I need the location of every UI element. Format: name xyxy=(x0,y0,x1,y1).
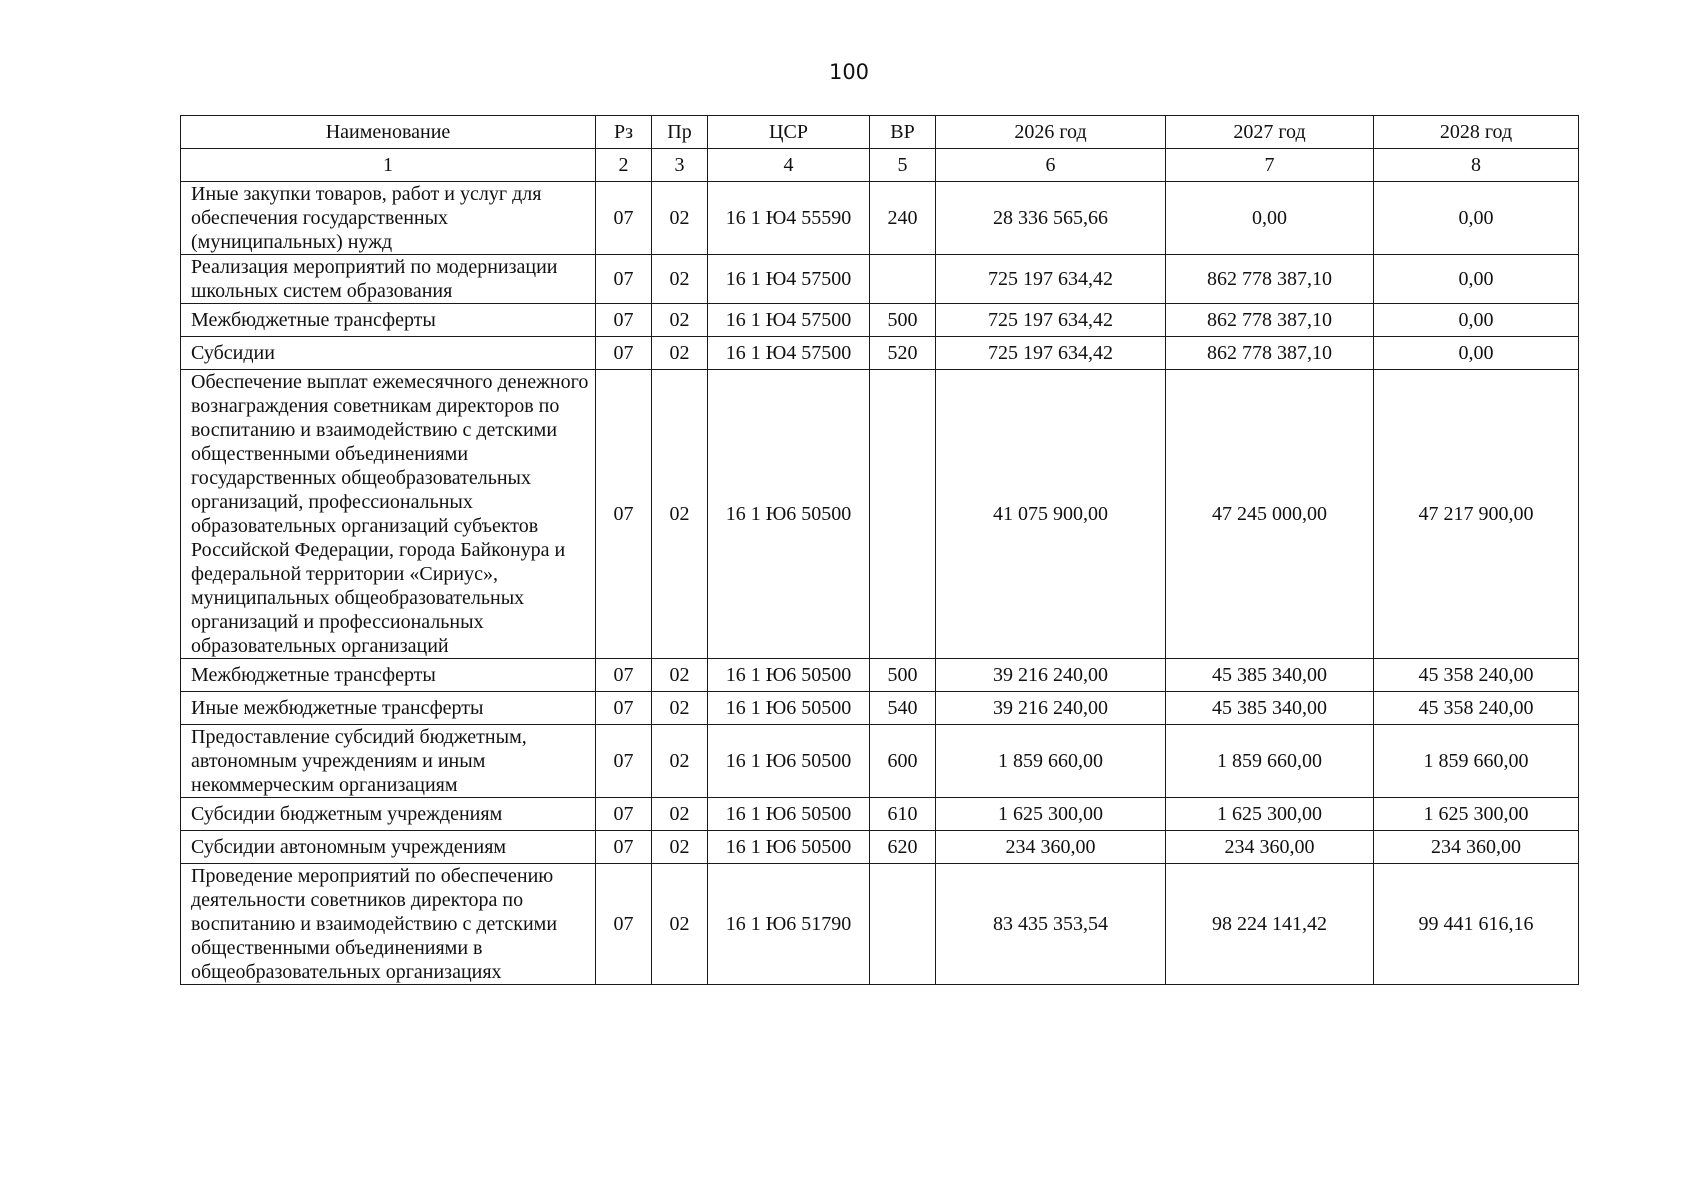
column-number: 5 xyxy=(870,149,936,182)
row-name-cell: Субсидии xyxy=(181,337,596,370)
header-pr: Пр xyxy=(652,116,708,149)
row-pr-cell: 02 xyxy=(652,659,708,692)
row-vr-cell xyxy=(870,864,936,985)
row-rz-cell: 07 xyxy=(596,337,652,370)
row-2026-cell: 234 360,00 xyxy=(936,831,1166,864)
column-number: 8 xyxy=(1374,149,1579,182)
row-2028-cell: 1 859 660,00 xyxy=(1374,725,1579,798)
row-2028-cell: 45 358 240,00 xyxy=(1374,692,1579,725)
header-csr: ЦСР xyxy=(708,116,870,149)
row-vr-cell: 600 xyxy=(870,725,936,798)
row-pr-cell: 02 xyxy=(652,798,708,831)
row-pr-cell: 02 xyxy=(652,304,708,337)
table-row xyxy=(181,725,1579,798)
row-2028-cell: 99 441 616,16 xyxy=(1374,864,1579,985)
table-row xyxy=(181,659,1579,692)
table-row xyxy=(181,692,1579,725)
column-number-row xyxy=(181,149,1579,182)
row-vr-cell: 500 xyxy=(870,304,936,337)
row-rz-cell: 07 xyxy=(596,659,652,692)
row-csr-cell: 16 1 Ю6 50500 xyxy=(708,370,870,659)
column-number: 3 xyxy=(652,149,708,182)
row-name-cell: Субсидии автономным учреждениям xyxy=(181,831,596,864)
row-csr-cell: 16 1 Ю4 57500 xyxy=(708,337,870,370)
row-pr-cell: 02 xyxy=(652,255,708,304)
header-vr: ВР xyxy=(870,116,936,149)
row-rz-cell: 07 xyxy=(596,692,652,725)
row-2026-cell: 725 197 634,42 xyxy=(936,337,1166,370)
row-2028-cell: 234 360,00 xyxy=(1374,831,1579,864)
row-name-cell: Иные межбюджетные трансферты xyxy=(181,692,596,725)
row-pr-cell: 02 xyxy=(652,337,708,370)
row-csr-cell: 16 1 Ю4 55590 xyxy=(708,182,870,255)
row-pr-cell: 02 xyxy=(652,370,708,659)
table-row xyxy=(181,255,1579,304)
row-2027-cell: 45 385 340,00 xyxy=(1166,659,1374,692)
row-rz-cell: 07 xyxy=(596,255,652,304)
column-number: 6 xyxy=(936,149,1166,182)
row-name-cell: Проведение мероприятий по обеспечению деятельности советников директора по воспитанию и взаимодействию с детскими общественными объединениями в общеобразовательных организациях xyxy=(181,864,596,985)
row-2028-cell: 1 625 300,00 xyxy=(1374,798,1579,831)
header-row xyxy=(181,116,1579,149)
row-2027-cell: 98 224 141,42 xyxy=(1166,864,1374,985)
row-2028-cell: 45 358 240,00 xyxy=(1374,659,1579,692)
row-rz-cell: 07 xyxy=(596,798,652,831)
row-pr-cell: 02 xyxy=(652,725,708,798)
header-2027: 2027 год xyxy=(1166,116,1374,149)
row-pr-cell: 02 xyxy=(652,692,708,725)
row-2027-cell: 234 360,00 xyxy=(1166,831,1374,864)
row-csr-cell: 16 1 Ю6 50500 xyxy=(708,831,870,864)
row-name-cell: Реализация мероприятий по модернизации школьных систем образования xyxy=(181,255,596,304)
row-name-cell: Субсидии бюджетным учреждениям xyxy=(181,798,596,831)
column-number: 4 xyxy=(708,149,870,182)
column-number: 1 xyxy=(181,149,596,182)
row-rz-cell: 07 xyxy=(596,831,652,864)
table-row xyxy=(181,864,1579,985)
row-2026-cell: 725 197 634,42 xyxy=(936,255,1166,304)
row-csr-cell: 16 1 Ю6 50500 xyxy=(708,798,870,831)
row-name-cell: Обеспечение выплат ежемесячного денежного вознаграждения советникам директоров по воспитанию и взаимодействию с детскими общественными объединениями государственных общеобразовательных организаций, профессиональных образовательных организаций субъектов Российской Федерации, города Байконура и федеральной территории «Сириус», муниципальных общеобразовательных организаций и профессиональных образовательных организаций xyxy=(181,370,596,659)
table-row xyxy=(181,337,1579,370)
row-name-cell: Иные закупки товаров, работ и услуг для обеспечения государственных (муниципальных) нужд xyxy=(181,182,596,255)
row-rz-cell: 07 xyxy=(596,304,652,337)
row-2028-cell: 0,00 xyxy=(1374,304,1579,337)
row-pr-cell: 02 xyxy=(652,831,708,864)
row-2026-cell: 41 075 900,00 xyxy=(936,370,1166,659)
row-2027-cell: 862 778 387,10 xyxy=(1166,304,1374,337)
header-rz: Рз xyxy=(596,116,652,149)
header-2028: 2028 год xyxy=(1374,116,1579,149)
row-vr-cell: 500 xyxy=(870,659,936,692)
row-2026-cell: 1 859 660,00 xyxy=(936,725,1166,798)
row-2027-cell: 862 778 387,10 xyxy=(1166,255,1374,304)
row-csr-cell: 16 1 Ю4 57500 xyxy=(708,255,870,304)
row-name-cell: Предоставление субсидий бюджетным, автономным учреждениям и иным некоммерческим организациям xyxy=(181,725,596,798)
row-rz-cell: 07 xyxy=(596,182,652,255)
row-csr-cell: 16 1 Ю6 50500 xyxy=(708,725,870,798)
row-vr-cell: 520 xyxy=(870,337,936,370)
row-vr-cell: 240 xyxy=(870,182,936,255)
row-2026-cell: 725 197 634,42 xyxy=(936,304,1166,337)
row-2027-cell: 47 245 000,00 xyxy=(1166,370,1374,659)
row-pr-cell: 02 xyxy=(652,182,708,255)
row-vr-cell xyxy=(870,255,936,304)
column-number: 2 xyxy=(596,149,652,182)
row-rz-cell: 07 xyxy=(596,725,652,798)
header-name: Наименование xyxy=(181,116,596,149)
row-csr-cell: 16 1 Ю6 50500 xyxy=(708,692,870,725)
row-vr-cell: 610 xyxy=(870,798,936,831)
row-2027-cell: 862 778 387,10 xyxy=(1166,337,1374,370)
row-2026-cell: 28 336 565,66 xyxy=(936,182,1166,255)
row-2026-cell: 39 216 240,00 xyxy=(936,659,1166,692)
row-name-cell: Межбюджетные трансферты xyxy=(181,659,596,692)
row-rz-cell: 07 xyxy=(596,370,652,659)
row-vr-cell xyxy=(870,370,936,659)
row-vr-cell: 620 xyxy=(870,831,936,864)
row-2027-cell: 1 859 660,00 xyxy=(1166,725,1374,798)
row-2028-cell: 47 217 900,00 xyxy=(1374,370,1579,659)
page-number: 100 xyxy=(828,60,870,84)
table-row xyxy=(181,798,1579,831)
row-name-cell: Межбюджетные трансферты xyxy=(181,304,596,337)
row-vr-cell: 540 xyxy=(870,692,936,725)
row-2026-cell: 1 625 300,00 xyxy=(936,798,1166,831)
row-2027-cell: 45 385 340,00 xyxy=(1166,692,1374,725)
row-2028-cell: 0,00 xyxy=(1374,337,1579,370)
row-csr-cell: 16 1 Ю4 57500 xyxy=(708,304,870,337)
row-csr-cell: 16 1 Ю6 51790 xyxy=(708,864,870,985)
row-pr-cell: 02 xyxy=(652,864,708,985)
row-2028-cell: 0,00 xyxy=(1374,182,1579,255)
table-row xyxy=(181,182,1579,255)
table-row xyxy=(181,304,1579,337)
budget-table xyxy=(180,115,1579,985)
table-row xyxy=(181,370,1579,659)
table-row xyxy=(181,831,1579,864)
row-rz-cell: 07 xyxy=(596,864,652,985)
column-number: 7 xyxy=(1166,149,1374,182)
row-2026-cell: 83 435 353,54 xyxy=(936,864,1166,985)
row-2028-cell: 0,00 xyxy=(1374,255,1579,304)
header-2026: 2026 год xyxy=(936,116,1166,149)
row-2026-cell: 39 216 240,00 xyxy=(936,692,1166,725)
row-csr-cell: 16 1 Ю6 50500 xyxy=(708,659,870,692)
row-2027-cell: 0,00 xyxy=(1166,182,1374,255)
row-2027-cell: 1 625 300,00 xyxy=(1166,798,1374,831)
